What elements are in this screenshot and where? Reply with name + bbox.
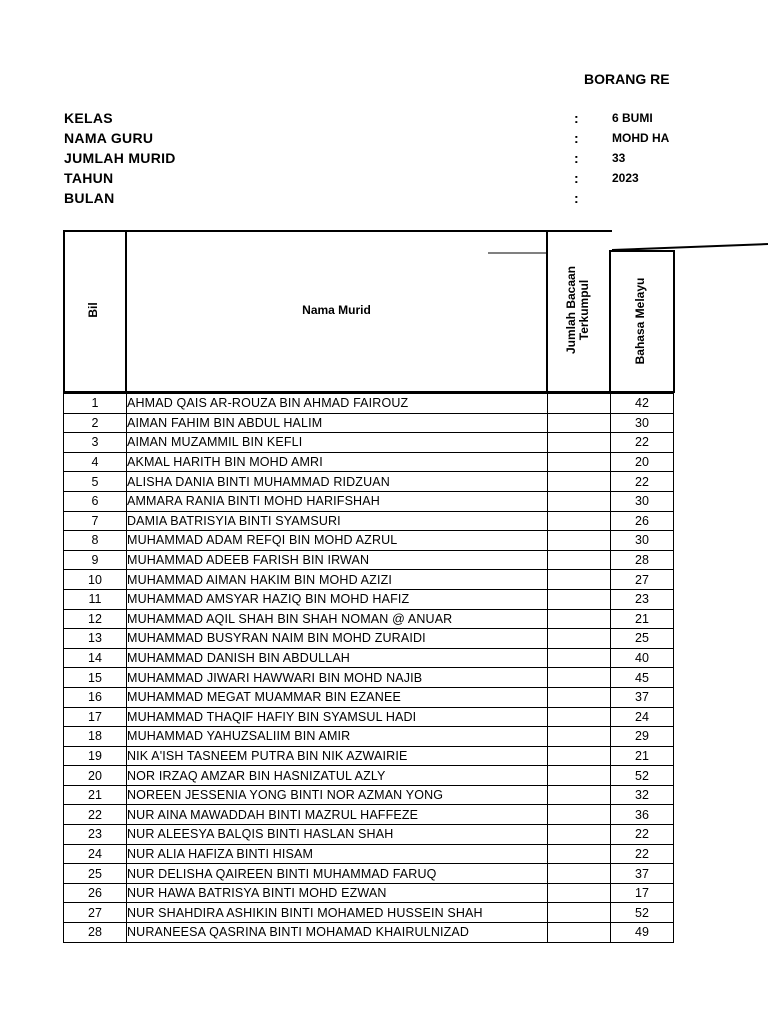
bahasa-melayu-value: 45 (611, 668, 674, 688)
table-row (64, 805, 674, 825)
row-number: 18 (64, 727, 127, 747)
bahasa-melayu-value: 30 (611, 413, 674, 433)
bahasa-melayu-value: 28 (611, 550, 674, 570)
row-number: 25 (64, 864, 127, 884)
table-row (64, 550, 674, 570)
bahasa-melayu-value: 49 (611, 923, 674, 943)
student-name: MUHAMMAD MEGAT MUAMMAR BIN EZANEE (127, 687, 548, 707)
info-colon: : (574, 150, 579, 166)
bahasa-melayu-value: 37 (611, 864, 674, 884)
table-row (64, 531, 674, 551)
table-row (64, 648, 674, 668)
table-row (64, 570, 674, 590)
table-row (64, 883, 674, 903)
bahasa-melayu-value: 21 (611, 746, 674, 766)
table-row (64, 903, 674, 923)
header-bil: Bil (86, 302, 100, 318)
jumlah-bacaan-value (548, 570, 611, 590)
header-nama-murid: Nama Murid (302, 303, 371, 317)
info-value: 2023 (612, 171, 639, 185)
row-number: 19 (64, 746, 127, 766)
row-number: 2 (64, 413, 127, 433)
row-number: 4 (64, 452, 127, 472)
info-colon: : (574, 170, 579, 186)
jumlah-bacaan-value (548, 511, 611, 531)
bahasa-melayu-value: 30 (611, 491, 674, 511)
row-number: 27 (64, 903, 127, 923)
student-name: NUR ALIA HAFIZA BINTI HISAM (127, 844, 548, 864)
jumlah-bacaan-value (548, 452, 611, 472)
jumlah-bacaan-value (548, 550, 611, 570)
bahasa-melayu-value: 25 (611, 629, 674, 649)
row-number: 3 (64, 433, 127, 453)
bahasa-melayu-value: 22 (611, 433, 674, 453)
bahasa-melayu-value: 17 (611, 883, 674, 903)
student-name: NUR SHAHDIRA ASHIKIN BINTI MOHAMED HUSSEIN SHAH (127, 903, 548, 923)
student-table (63, 393, 674, 943)
jumlah-bacaan-value (548, 491, 611, 511)
jumlah-bacaan-value (548, 531, 611, 551)
jumlah-bacaan-value (548, 864, 611, 884)
jumlah-bacaan-value (548, 785, 611, 805)
row-number: 24 (64, 844, 127, 864)
info-label: JUMLAH MURID (64, 150, 176, 166)
bahasa-melayu-value: 20 (611, 452, 674, 472)
header-jumlah-bacaan: Jumlah Bacaan Terkumpul (564, 265, 591, 355)
jumlah-bacaan-value (548, 844, 611, 864)
student-name: NUR DELISHA QAIREEN BINTI MUHAMMAD FARUQ (127, 864, 548, 884)
bahasa-melayu-value: 22 (611, 825, 674, 845)
jumlah-bacaan-value (548, 805, 611, 825)
table-row (64, 864, 674, 884)
student-name: NIK A'ISH TASNEEM PUTRA BIN NIK AZWAIRIE (127, 746, 548, 766)
table-row (64, 746, 674, 766)
jumlah-bacaan-value (548, 923, 611, 943)
bahasa-melayu-value: 52 (611, 766, 674, 786)
student-name: NURANEESA QASRINA BINTI MOHAMAD KHAIRULNIZAD (127, 923, 548, 943)
jumlah-bacaan-value (548, 825, 611, 845)
student-name: AKMAL HARITH BIN MOHD AMRI (127, 452, 548, 472)
info-colon: : (574, 110, 579, 126)
jumlah-bacaan-value (548, 746, 611, 766)
bahasa-melayu-value: 26 (611, 511, 674, 531)
row-number: 16 (64, 687, 127, 707)
student-name: NUR HAWA BATRISYA BINTI MOHD EZWAN (127, 883, 548, 903)
bahasa-melayu-value: 24 (611, 707, 674, 727)
bahasa-melayu-value: 29 (611, 727, 674, 747)
table-row (64, 511, 674, 531)
table-row (64, 394, 674, 414)
row-number: 13 (64, 629, 127, 649)
student-name: MUHAMMAD BUSYRAN NAIM BIN MOHD ZURAIDI (127, 629, 548, 649)
student-name: MUHAMMAD YAHUZSALIIM BIN AMIR (127, 727, 548, 747)
table-row (64, 413, 674, 433)
row-number: 1 (64, 394, 127, 414)
student-name: NUR ALEESYA BALQIS BINTI HASLAN SHAH (127, 825, 548, 845)
student-name: MUHAMMAD AQIL SHAH BIN SHAH NOMAN @ ANUAR (127, 609, 548, 629)
row-number: 21 (64, 785, 127, 805)
jumlah-bacaan-value (548, 609, 611, 629)
table-row (64, 844, 674, 864)
jumlah-bacaan-value (548, 394, 611, 414)
bahasa-melayu-value: 27 (611, 570, 674, 590)
info-value: 33 (612, 151, 626, 165)
student-name: AHMAD QAIS AR-ROUZA BIN AHMAD FAIROUZ (127, 394, 548, 414)
jumlah-bacaan-value (548, 707, 611, 727)
table-row (64, 727, 674, 747)
jumlah-bacaan-value (548, 472, 611, 492)
student-name: MUHAMMAD ADEEB FARISH BIN IRWAN (127, 550, 548, 570)
table-row (64, 923, 674, 943)
jumlah-bacaan-value (548, 648, 611, 668)
row-number: 26 (64, 883, 127, 903)
bahasa-melayu-value: 32 (611, 785, 674, 805)
bahasa-melayu-value: 21 (611, 609, 674, 629)
bahasa-melayu-value: 22 (611, 844, 674, 864)
bahasa-melayu-value: 40 (611, 648, 674, 668)
bahasa-melayu-value: 23 (611, 589, 674, 609)
student-name: MUHAMMAD AMSYAR HAZIQ BIN MOHD HAFIZ (127, 589, 548, 609)
jumlah-bacaan-value (548, 727, 611, 747)
table-row (64, 825, 674, 845)
row-number: 11 (64, 589, 127, 609)
table-row (64, 629, 674, 649)
student-name: DAMIA BATRISYIA BINTI SYAMSURI (127, 511, 548, 531)
jumlah-bacaan-value (548, 687, 611, 707)
jumlah-bacaan-value (548, 766, 611, 786)
info-colon: : (574, 130, 579, 146)
table-row (64, 472, 674, 492)
student-name: AIMAN FAHIM BIN ABDUL HALIM (127, 413, 548, 433)
row-number: 22 (64, 805, 127, 825)
row-number: 5 (64, 472, 127, 492)
bahasa-melayu-value: 30 (611, 531, 674, 551)
jumlah-bacaan-value (548, 903, 611, 923)
info-colon: : (574, 190, 579, 206)
table-row (64, 668, 674, 688)
bahasa-melayu-value: 22 (611, 472, 674, 492)
table-row (64, 707, 674, 727)
row-number: 8 (64, 531, 127, 551)
student-name: NUR AINA MAWADDAH BINTI MAZRUL HAFFEZE (127, 805, 548, 825)
row-number: 12 (64, 609, 127, 629)
jumlah-bacaan-value (548, 883, 611, 903)
jumlah-bacaan-value (548, 629, 611, 649)
student-name: ALISHA DANIA BINTI MUHAMMAD RIDZUAN (127, 472, 548, 492)
table-row (64, 589, 674, 609)
row-number: 10 (64, 570, 127, 590)
row-number: 28 (64, 923, 127, 943)
jumlah-bacaan-value (548, 413, 611, 433)
table-row (64, 687, 674, 707)
student-name: NOR IRZAQ AMZAR BIN HASNIZATUL AZLY (127, 766, 548, 786)
row-number: 17 (64, 707, 127, 727)
row-number: 9 (64, 550, 127, 570)
row-number: 23 (64, 825, 127, 845)
table-row (64, 433, 674, 453)
student-name: AMMARA RANIA BINTI MOHD HARIFSHAH (127, 491, 548, 511)
bahasa-melayu-value: 36 (611, 805, 674, 825)
table-row (64, 491, 674, 511)
header-bahasa-melayu: Bahasa Melayu (633, 277, 647, 365)
table-row (64, 609, 674, 629)
row-number: 15 (64, 668, 127, 688)
table-row (64, 785, 674, 805)
bahasa-melayu-value: 37 (611, 687, 674, 707)
student-name: MUHAMMAD ADAM REFQI BIN MOHD AZRUL (127, 531, 548, 551)
jumlah-bacaan-value (548, 589, 611, 609)
table-row (64, 766, 674, 786)
bahasa-melayu-value: 42 (611, 394, 674, 414)
student-name: NOREEN JESSENIA YONG BINTI NOR AZMAN YONG (127, 785, 548, 805)
row-number: 14 (64, 648, 127, 668)
info-value: 6 BUMI (612, 111, 653, 125)
info-label: TAHUN (64, 170, 114, 186)
row-number: 20 (64, 766, 127, 786)
student-name: AIMAN MUZAMMIL BIN KEFLI (127, 433, 548, 453)
row-number: 6 (64, 491, 127, 511)
info-label: NAMA GURU (64, 130, 154, 146)
info-label: BULAN (64, 190, 115, 206)
student-name: MUHAMMAD AIMAN HAKIM BIN MOHD AZIZI (127, 570, 548, 590)
row-number: 7 (64, 511, 127, 531)
jumlah-bacaan-value (548, 668, 611, 688)
table-header-lines (0, 0, 768, 400)
student-name: MUHAMMAD THAQIF HAFIY BIN SYAMSUL HADI (127, 707, 548, 727)
table-row (64, 452, 674, 472)
bahasa-melayu-value: 52 (611, 903, 674, 923)
student-name: MUHAMMAD JIWARI HAWWARI BIN MOHD NAJIB (127, 668, 548, 688)
info-label: KELAS (64, 110, 113, 126)
form-title: BORANG RE (584, 71, 670, 87)
jumlah-bacaan-value (548, 433, 611, 453)
student-name: MUHAMMAD DANISH BIN ABDULLAH (127, 648, 548, 668)
info-value: MOHD HA (612, 131, 670, 145)
